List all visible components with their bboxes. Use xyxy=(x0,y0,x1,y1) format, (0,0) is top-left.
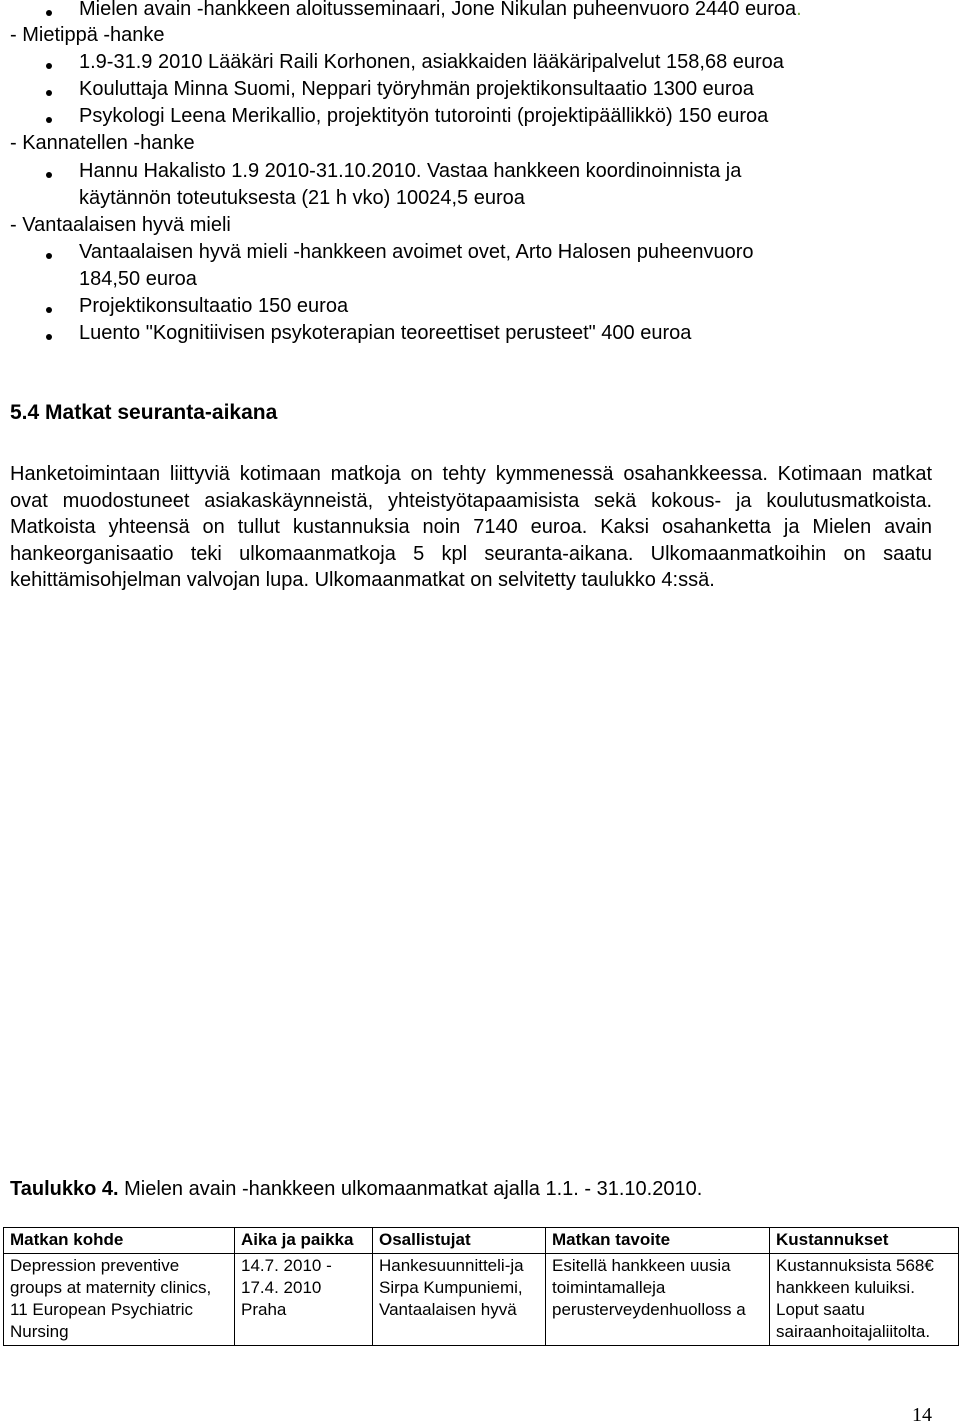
page-number: 14 xyxy=(912,1404,932,1426)
bullet-icon xyxy=(46,253,52,259)
travel-table xyxy=(3,1227,959,1346)
bullet-icon xyxy=(46,10,52,16)
section-heading: 5.4 Matkat seuranta-aikana xyxy=(10,401,278,424)
list-item-continuation: käytännön toteutuksesta (21 h vko) 10024,5 euroa xyxy=(79,187,525,209)
bullet-icon xyxy=(46,90,52,96)
list-item: Mielen avain -hankkeen aloitusseminaari, Jone Nikulan puheenvuoro 2440 euroa. xyxy=(79,0,802,20)
table-caption-label: Taulukko 4. xyxy=(10,1178,119,1200)
bullet-icon xyxy=(46,307,52,313)
table-caption xyxy=(10,1175,702,1203)
table-cell: Esitellä hankkeen uusia toimintamalleja perusterveydenhuolloss a xyxy=(546,1254,770,1346)
table-header-row xyxy=(4,1228,959,1254)
list-item: Psykologi Leena Merikallio, projektityön tutorointi (projektipäällikkö) 150 euroa xyxy=(79,105,769,127)
period-accent: . xyxy=(796,0,802,20)
table-cell: Hankesuunnitteli-ja Sirpa Kumpuniemi, Vantaalaisen hyvä xyxy=(373,1254,546,1346)
table-cell: Depression preventive groups at maternity clinics, 11 European Psychiatric Nursing xyxy=(4,1254,235,1346)
subproject-heading: - Mietippä -hanke xyxy=(10,24,165,46)
table-row xyxy=(4,1254,959,1346)
column-header: Matkan tavoite xyxy=(546,1228,770,1254)
list-item: 1.9-31.9 2010 Lääkäri Raili Korhonen, asiakkaiden lääkäripalvelut 158,68 euroa xyxy=(79,51,784,73)
list-item: Projektikonsultaatio 150 euroa xyxy=(79,295,349,317)
list-item: Kouluttaja Minna Suomi, Neppari työryhmän projektikonsultaatio 1300 euroa xyxy=(79,78,754,100)
bullet-icon xyxy=(46,63,52,69)
subproject-heading: - Vantaalaisen hyvä mieli xyxy=(10,214,231,236)
body-paragraph: Hanketoimintaan liittyviä kotimaan matkoja on tehty kymmenessä osahankkeessa. Kotimaan matkat ovat muodostuneet asiakaskäynneistä, yhteistyötapaamisista sekä kokous- ja koulutusmatkoista. Matkoista yhteensä on tullut kustannuksia noin 7140 euroa. Kaksi osahanketta ja Mielen avain hankeorganisaatio teki ulkomaanmatkoja 5 kpl seuranta-aikana. Ulkomaanmatkoihin on saatu kehittämisohjelman valvojan lupa. Ulkomaanmatkat on selvitetty taulukko 4:ssä. xyxy=(10,463,932,591)
list-item: Hannu Hakalisto 1.9 2010-31.10.2010. Vastaa hankkeen koordinoinnista ja xyxy=(79,160,742,182)
column-header: Kustannukset xyxy=(770,1228,959,1254)
subproject-heading: - Kannatellen -hanke xyxy=(10,132,195,154)
list-item: Luento "Kognitiivisen psykoterapian teoreettiset perusteet" 400 euroa xyxy=(79,322,692,344)
table-caption-text: Mielen avain -hankkeen ulkomaanmatkat ajalla 1.1. - 31.10.2010. xyxy=(124,1178,703,1200)
bullet-icon xyxy=(46,172,52,178)
bullet-icon xyxy=(46,334,52,340)
list-item: Vantaalaisen hyvä mieli -hankkeen avoimet ovet, Arto Halosen puheenvuoro xyxy=(79,241,754,263)
column-header: Aika ja paikka xyxy=(235,1228,373,1254)
column-header: Osallistujat xyxy=(373,1228,546,1254)
list-item-continuation: 184,50 euroa xyxy=(79,268,197,290)
bullet-icon xyxy=(46,117,52,123)
table-cell: Kustannuksista 568€ hankkeen kuluiksi. Loput saatu sairaanhoitajaliitolta. xyxy=(770,1254,959,1346)
table-cell: 14.7. 2010 - 17.4. 2010 Praha xyxy=(235,1254,373,1346)
column-header: Matkan kohde xyxy=(4,1228,235,1254)
